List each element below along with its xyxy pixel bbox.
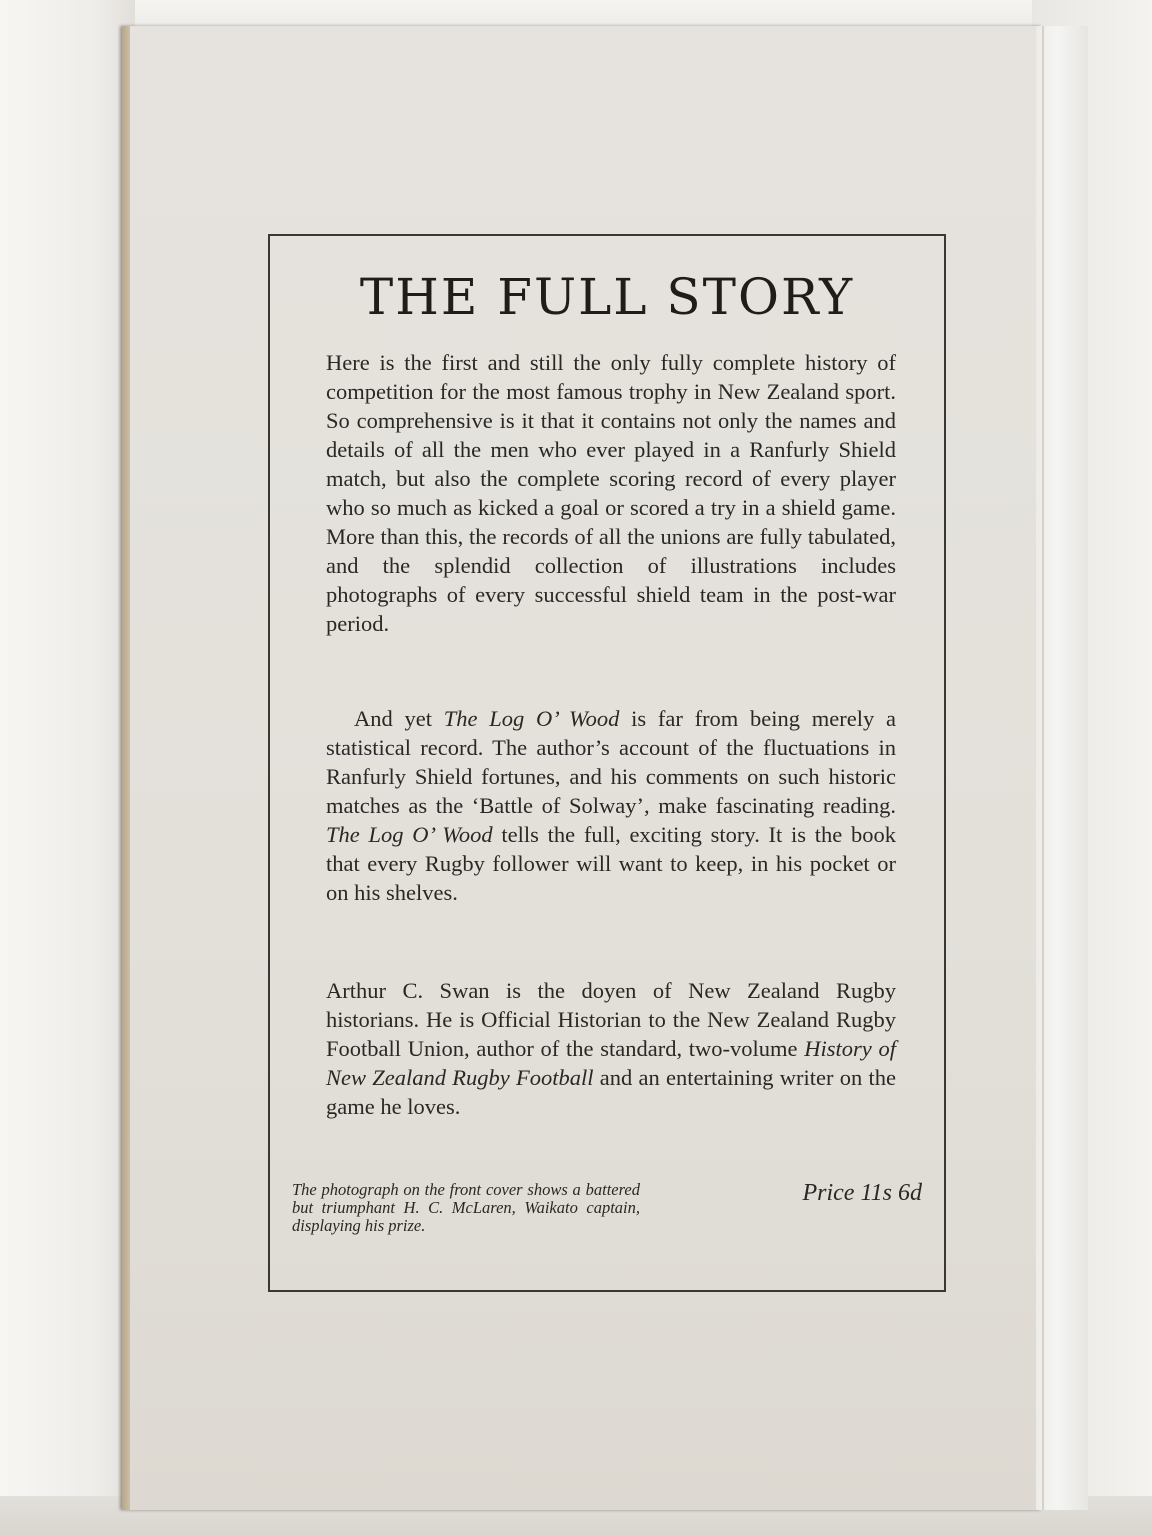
description-paragraph-2 [326, 704, 896, 907]
description-paragraph-1: Here is the first and still the only fully complete history of competition for the most famous trophy in New Zealand sport. So comprehensive is it that it contains not only the names and details of all the men who ever played in a Ranfurly Shield match, but also the complete scoring record of every player who so much as kicked a goal or scored a try in a shield game. More than this, the records of all the unions are fully tabulated, and the splendid collection of illustrations includes photographs of every successful shield team in the post-war period. [326, 350, 896, 636]
price-label: Price 11s 6d [802, 1180, 922, 1206]
author-bio-text-1: Arthur C. Swan is the doyen of New Zealand Rugby historians. He is Official Historian to the New Zealand Rugby Football Union, author of the standard, two-volume [326, 978, 896, 1061]
author-bio-paragraph [326, 976, 896, 1121]
author-bio-text-2: and an entertaining writer on the game he loves. [326, 1065, 896, 1119]
paragraph-2-text-2: is far from being merely a statistical record. The author’s account of the fluctuations in Ranfurly Shield fortunes, and his comments on such historic matches as the ‘Battle of Solway’, make fascinating reading. [326, 706, 896, 818]
paragraph-2-text-3: tells the full, exciting story. It is the book that every Rugby follower will want to keep, in his pocket or on his shelves. [326, 822, 896, 905]
book-page-edge [122, 26, 130, 1510]
background-left [0, 0, 135, 1536]
book-title-italic: The Log O’ Wood [443, 706, 620, 731]
paragraph-2-text-1: And yet [354, 706, 444, 731]
book-title-italic: The Log O’ Wood [326, 822, 493, 847]
spine-fold [1042, 26, 1044, 1510]
referenced-book-title-italic: History of New Zealand Rugby Football [326, 1036, 896, 1090]
page-title: THE FULL STORY [359, 268, 855, 326]
cover-photo-caption: The photograph on the front cover shows a battered but triumphant H. C. McLaren, Waikato captain, displaying his prize. [292, 1180, 640, 1235]
